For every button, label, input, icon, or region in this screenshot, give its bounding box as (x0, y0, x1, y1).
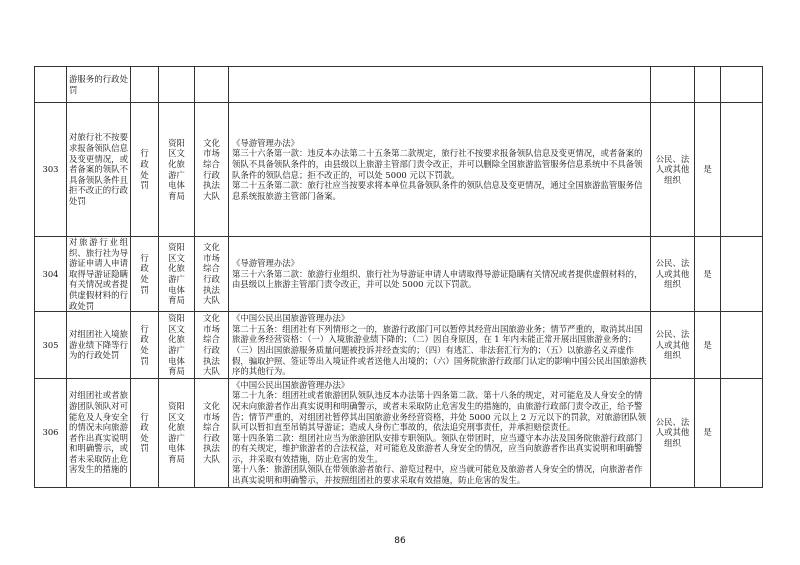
item-name: 游服务的行政处罚 (67, 67, 131, 103)
enforcement-unit-text: 文化市场综合行政执法大队 (203, 400, 220, 464)
basis-paragraph: 第二十五条：组团社有下列情形之一的，旅游行政部门可以暂停其经营出国旅游业务；情节严重的，取消其出国旅游业务经营资格：（一）入境旅游业绩下降的；（二）因自身原因，在 1 年内未能正常开展出国旅游业务的；（三）因出国旅游服务质量问题被投诉并经查实的；（四）有逃汇、非法套汇行为的；（五）以旅游名义弄虚作假，骗取护照、签证等出入境证件或者送他人出境的；（六）国务院旅游行政部门认定的影响中国公民出国旅游秩序的其他行为。 (232, 323, 647, 377)
applicable-object (651, 312, 695, 379)
basis-paragraph: 第三十六条第一款：违反本办法第二十五条第二款规定，旅行社不按要求报备领队信息及变更情况，或者备案的领队不具备领队条件的，由县级以上旅游主管部门责令改正，并可以删除全国旅游监管服务信息系统中不具备领队条件的领队信息；拒不改正的，可以处 5000 元以下罚款。 (232, 148, 643, 180)
power-type-text: 行政处罚 (140, 323, 149, 366)
responsible-department-text: 资阳区文化旅游广电体育局 (168, 137, 185, 201)
responsible-department-text: 资阳区文化旅游广电体育局 (168, 242, 185, 306)
item-number (35, 67, 67, 103)
is-applicable (695, 67, 721, 103)
power-type-text: 行政处罚 (140, 252, 149, 295)
responsible-department (159, 378, 195, 487)
applicable-object-text: 公民、法人或其他组织 (655, 416, 690, 448)
enforcement-unit (195, 67, 229, 103)
item-name: 对旅行社不按要求报备领队信息及变更情况，或者备案的领队不具备领队条件且拒不改正的行政处罚 (67, 103, 131, 237)
item-number: 306 (35, 378, 67, 487)
remarks-cell (721, 237, 763, 312)
responsible-department-text: 资阳区文化旅游广电体育局 (168, 313, 185, 377)
responsible-department (159, 67, 195, 103)
applicable-object (651, 237, 695, 312)
power-type-text: 行政处罚 (140, 148, 149, 191)
power-type (131, 103, 159, 237)
item-name: 对旅游行业组织、旅行社为导游证申请人申请取得导游证隐瞒有关情况或者提供虚假材料的行政处罚 (67, 237, 131, 312)
table-row (35, 103, 763, 237)
is-applicable: 是 (695, 103, 721, 237)
item-name: 对组团社入境旅游业绩下降等行为的行政处罚 (67, 312, 131, 379)
basis-title: 《导游管理办法》 (232, 258, 299, 269)
enforcement-unit (195, 378, 229, 487)
basis-paragraph: 第二十五条第二款：旅行社应当按要求将本单位具备领队条件的领队信息及变更情况，通过全国旅游监管服务信息系统报旅游主管部门备案。 (232, 180, 643, 201)
page-number: 86 (394, 536, 406, 546)
legal-basis (229, 237, 651, 312)
applicable-object (651, 67, 695, 103)
legal-basis (229, 312, 651, 379)
basis-paragraph: 第三十六条第二款：旅游行业组织、旅行社为导游证申请人申请取得导游证隐瞒有关情况或者提供虚假材料的，由县级以上旅游主管部门责令改正，并可以处 5000 元以下罚款。 (232, 268, 643, 290)
enforcement-unit (195, 312, 229, 379)
enforcement-unit-text: 文化市场综合行政执法大队 (203, 313, 220, 377)
applicable-object (651, 103, 695, 237)
item-name: 对组团社或者旅游团队领队对可能危及人身安全的情况未向旅游者作出真实说明和明确警示，或者未采取防止危害发生的措施的 (67, 378, 131, 487)
responsible-department (159, 103, 195, 237)
legal-basis (229, 378, 651, 487)
responsible-department (159, 237, 195, 312)
basis-title: 《导游管理办法》 (232, 137, 299, 148)
applicable-object-text: 公民、法人或其他组织 (655, 329, 690, 361)
item-number: 303 (35, 103, 67, 237)
enforcement-unit-text: 文化市场综合行政执法大队 (203, 137, 220, 201)
table-row (35, 312, 763, 379)
responsible-department (159, 312, 195, 379)
basis-paragraph: 第十八条：旅游团队领队在带领旅游者旅行、游览过程中，应当就可能危及旅游者人身安全的情况，向旅游者作出真实说明和明确警示，并按照组团社的要求采取有效措施，防止危害的发生。 (232, 464, 643, 486)
table-row (35, 67, 763, 103)
table-row (35, 378, 763, 487)
power-type (131, 237, 159, 312)
power-list-table (34, 66, 763, 488)
item-number: 305 (35, 312, 67, 379)
enforcement-unit-text: 文化市场综合行政执法大队 (203, 242, 220, 306)
enforcement-unit (195, 103, 229, 237)
is-applicable: 是 (695, 312, 721, 379)
is-applicable: 是 (695, 237, 721, 312)
applicable-object-text: 公民、法人或其他组织 (655, 258, 690, 290)
power-type (131, 67, 159, 103)
basis-paragraph: 第十四条第二款：组团社应当为旅游团队安排专职领队。领队在带团时，应当遵守本办法及国务院旅游行政部门的有关规定，维护旅游者的合法权益，对可能危及旅游者人身安全的情况，应当向旅游者作出真实说明和明确警示，并采取有效措施，防止危害的发生。 (232, 432, 643, 464)
remarks-cell (721, 67, 763, 103)
table-row (35, 237, 763, 312)
remarks-cell (721, 312, 763, 379)
power-type (131, 378, 159, 487)
applicable-object (651, 378, 695, 487)
power-type (131, 312, 159, 379)
is-applicable: 是 (695, 378, 721, 487)
legal-basis (229, 67, 651, 103)
remarks-cell (721, 103, 763, 237)
item-number: 304 (35, 237, 67, 312)
applicable-object-text: 公民、法人或其他组织 (655, 153, 690, 185)
enforcement-unit (195, 237, 229, 312)
responsible-department-text: 资阳区文化旅游广电体育局 (168, 400, 185, 464)
basis-paragraph: 第二十九条：组团社或者旅游团队领队违反本办法第十四条第二款、第十八条的规定，对可能危及人身安全的情况未向旅游者作出真实说明和明确警示，或者未采取防止危害发生的措施的，由旅游行政部门责令改正，给予警告；情节严重的，对组团社暂停其出国旅游业务经营资格，并处 5000 元以上 2 万元以下的罚款，对旅游团队领队可以暂扣直至吊销其导游证；造成人身伤亡事故的，依法追究刑事责任，并承担赔偿责任。 (232, 390, 647, 433)
power-type-text: 行政处罚 (140, 411, 149, 454)
remarks-cell (721, 378, 763, 487)
legal-basis (229, 103, 651, 237)
basis-title: 《中国公民出国旅游管理办法》 (232, 313, 350, 324)
basis-title: 《中国公民出国旅游管理办法》 (232, 379, 350, 390)
